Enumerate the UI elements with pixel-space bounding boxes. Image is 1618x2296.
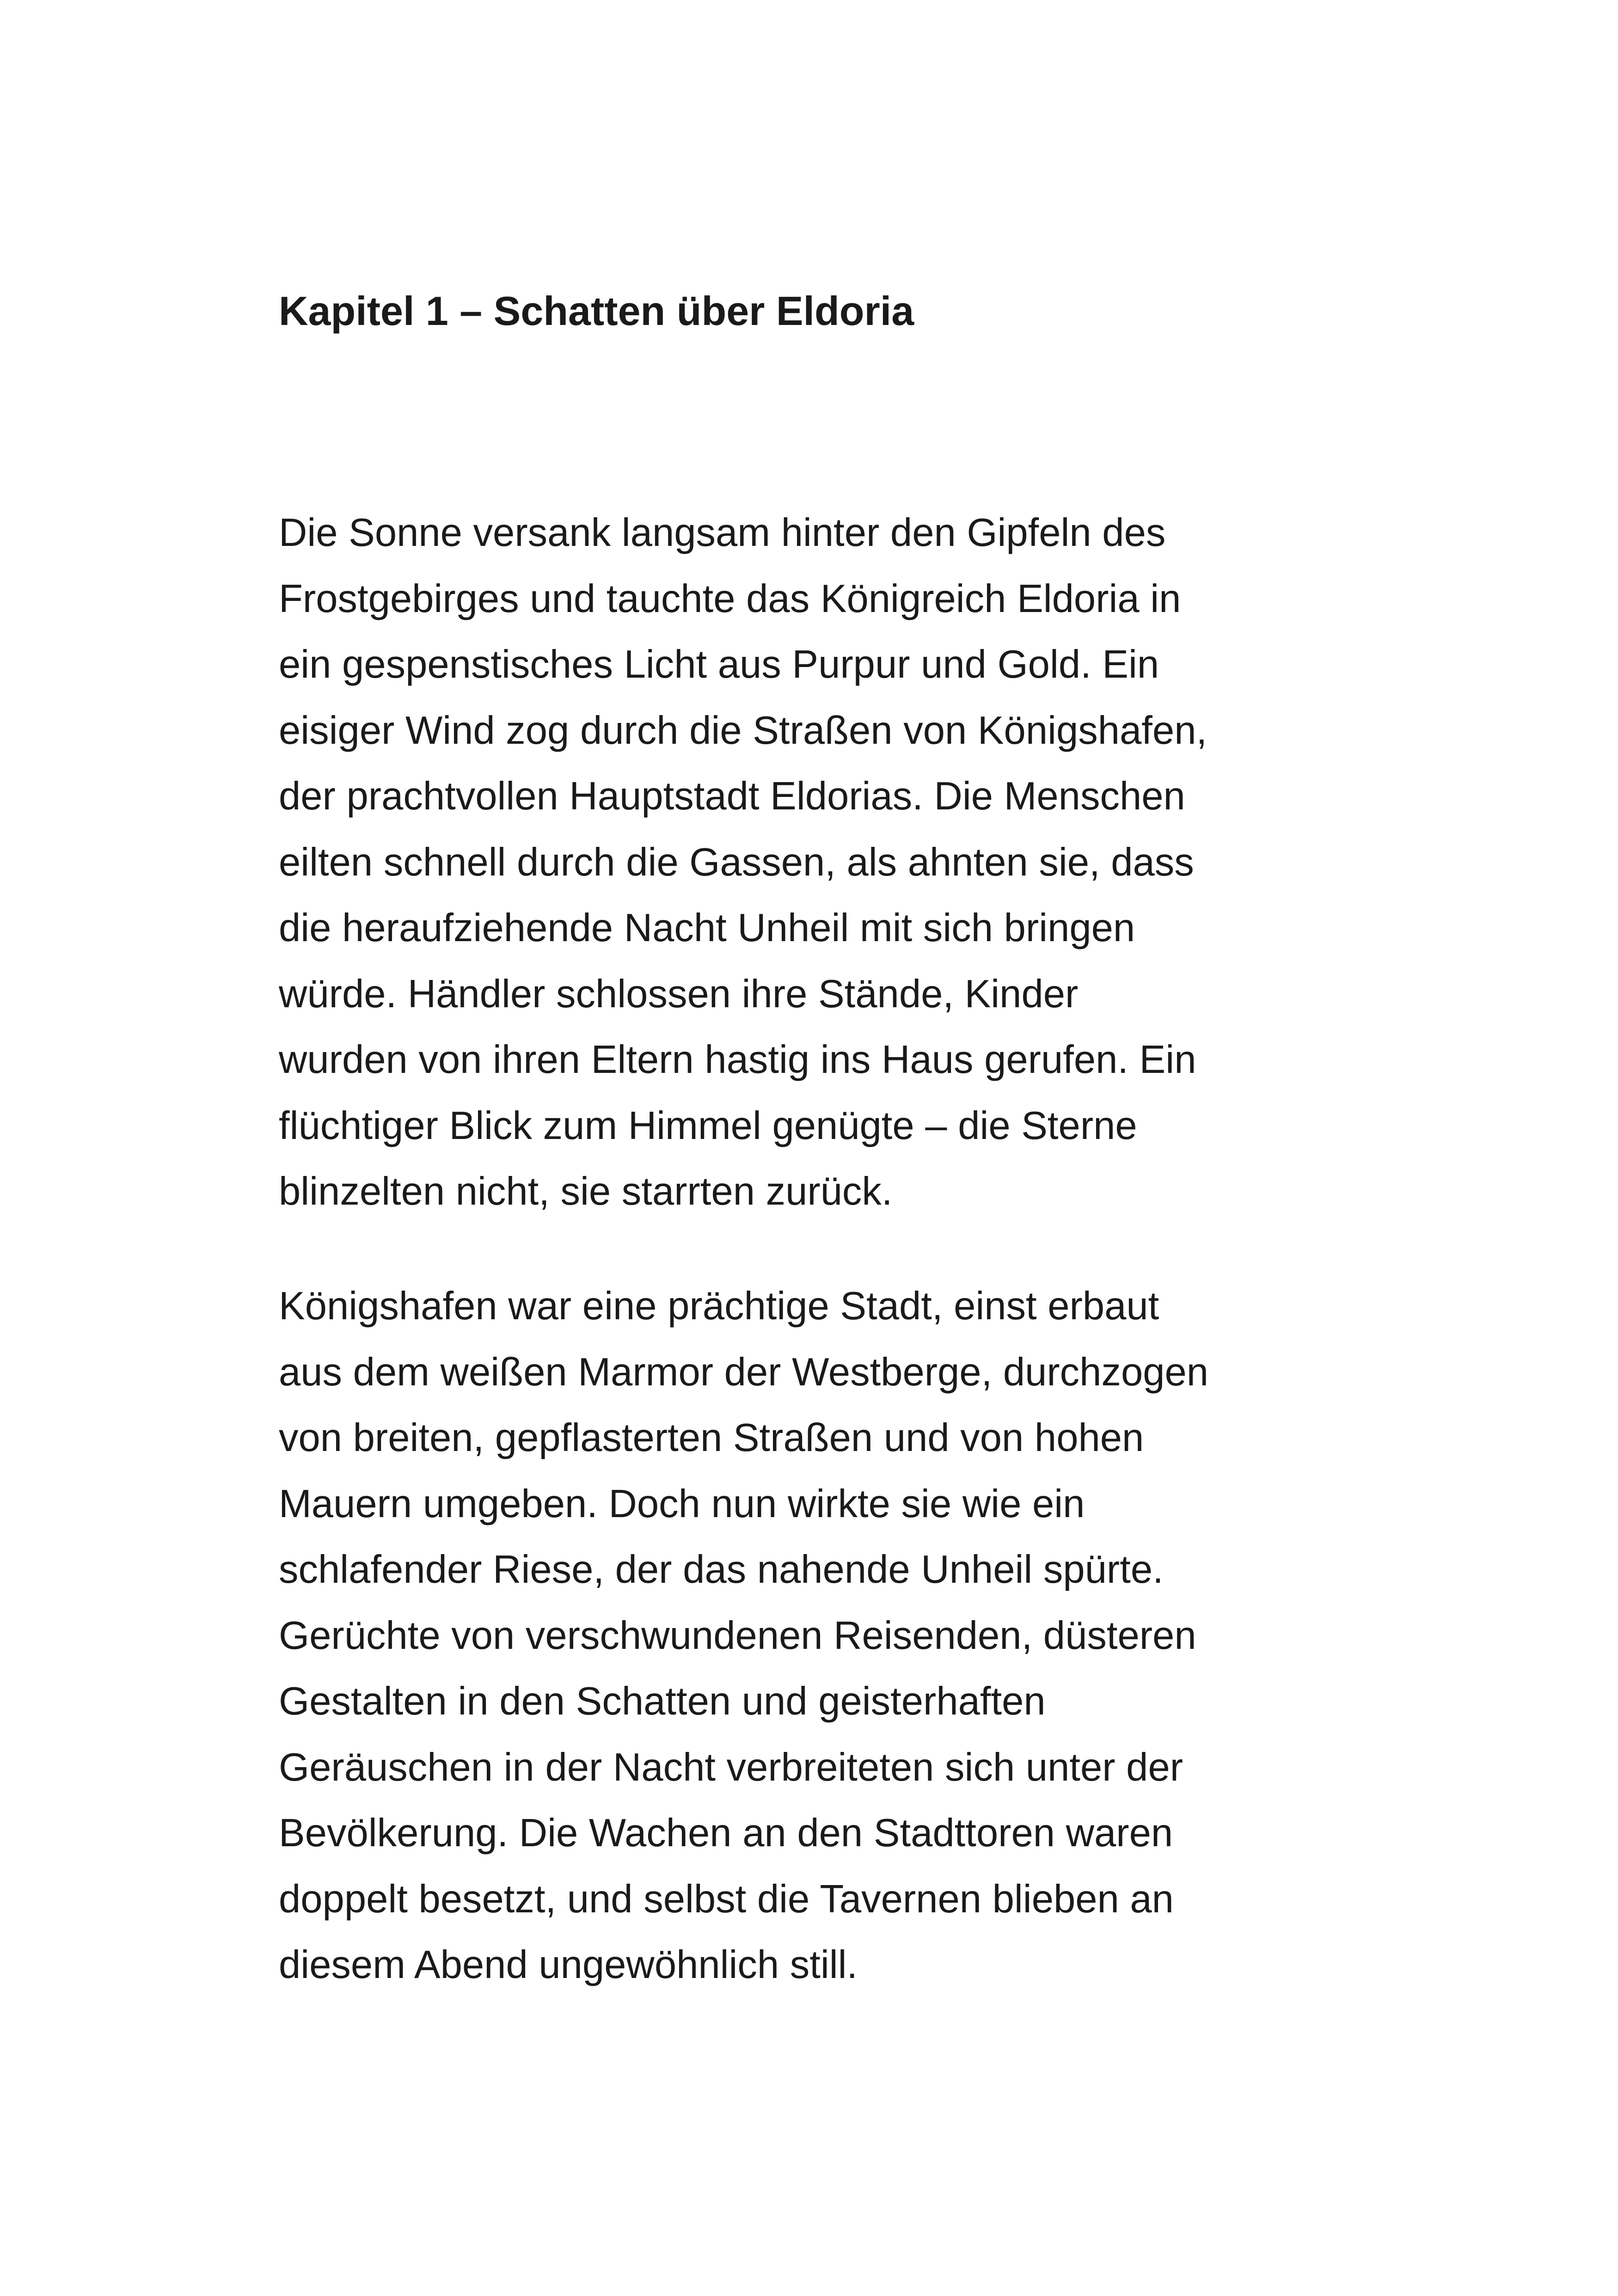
text-line: die heraufziehende Nacht Unheil mit sich bringen bbox=[279, 906, 1135, 950]
text-line: doppelt besetzt, und selbst die Tavernen blieben an bbox=[279, 1877, 1174, 1921]
text-line: eisiger Wind zog durch die Straßen von Königshafen, bbox=[279, 708, 1207, 753]
chapter-title: Kapitel 1 – Schatten über Eldoria bbox=[279, 288, 914, 334]
text-line: aus dem weißen Marmor der Westberge, durchzogen bbox=[279, 1350, 1209, 1394]
text-line: flüchtiger Blick zum Himmel genügte – die Sterne bbox=[279, 1103, 1137, 1148]
text-line: Mauern umgeben. Doch nun wirkte sie wie ein bbox=[279, 1482, 1085, 1526]
paragraph-1 bbox=[279, 500, 1207, 1225]
text-line: der prachtvollen Hauptstadt Eldorias. Die Menschen bbox=[279, 774, 1185, 818]
text-line: Gestalten in den Schatten und geisterhaften bbox=[279, 1679, 1046, 1723]
text-line: würde. Händler schlossen ihre Stände, Kinder bbox=[279, 972, 1079, 1016]
text-line: diesem Abend ungewöhnlich still. bbox=[279, 1943, 858, 1987]
text-line: schlafender Riese, der das nahende Unheil spürte. bbox=[279, 1548, 1164, 1592]
text-line: Bevölkerung. Die Wachen an den Stadttoren waren bbox=[279, 1811, 1173, 1855]
text-line: Königshafen war eine prächtige Stadt, einst erbaut bbox=[279, 1284, 1159, 1328]
text-line: Geräuschen in der Nacht verbreiteten sich unter der bbox=[279, 1745, 1183, 1789]
text-line: von breiten, gepflasterten Straßen und von hohen bbox=[279, 1416, 1144, 1460]
text-line: ein gespenstisches Licht aus Purpur und Gold. Ein bbox=[279, 643, 1159, 686]
text-line: blinzelten nicht, sie starrten zurück. bbox=[279, 1169, 893, 1213]
text-line: eilten schnell durch die Gassen, als ahnten sie, dass bbox=[279, 840, 1194, 884]
text-line: wurden von ihren Eltern hastig ins Haus gerufen. Ein bbox=[279, 1038, 1196, 1082]
paragraph-2 bbox=[279, 1274, 1208, 1998]
text-line: Die Sonne versank langsam hinter den Gipfeln des bbox=[279, 511, 1166, 555]
text-line: Gerüchte von verschwundenen Reisenden, düsteren bbox=[279, 1613, 1196, 1658]
text-line: Frostgebirges und tauchte das Königreich Eldoria in bbox=[279, 576, 1181, 621]
